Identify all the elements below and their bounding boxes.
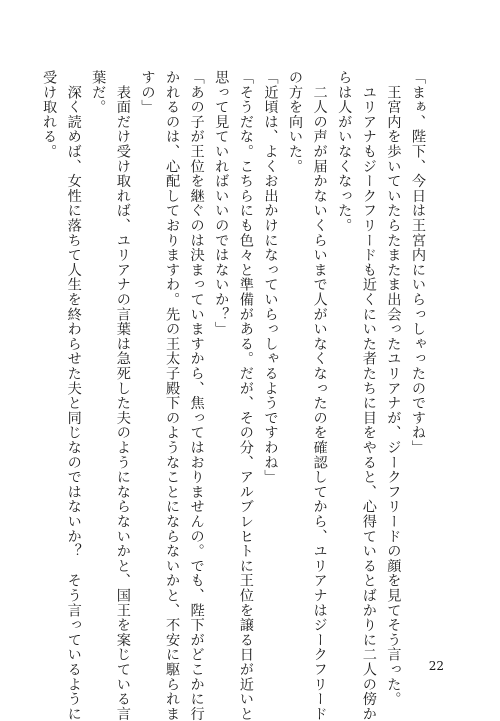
text-line: かれるのは、心配しておりますわ。先の王太子殿下のようなことにならないかと、不安に駆られま (164, 70, 181, 721)
text-line: すの」 (139, 70, 156, 115)
text-line: 思って見ていればいいのではないか？」 (213, 70, 230, 337)
text-line: 王宮内を歩いていたらたまたま出会ったユリアナが、ジークフリードの顔を見てそう言った。 (385, 70, 402, 707)
text-line: らは人がいなくなった。 (336, 70, 353, 233)
text-line: 深く読めば、女性に落ちて人生を終わらせた夫と同じなのではないか？ そう言っているように (65, 70, 82, 721)
vertical-text-body (37, 70, 431, 721)
text-line: の方を向いた。 (287, 70, 304, 174)
text-line: 表面だけ受け取れば、ユリアナの言葉は急死した夫のようにならないかと、国王を案じている言 (114, 70, 131, 721)
text-line: 葉だ。 (90, 70, 107, 115)
text-line: ユリアナもジークフリードも近くにいた者たちに目をやると、心得ているとばかりに二人の傍か (360, 70, 377, 721)
page-number: 22 (428, 659, 444, 673)
text-line: 「近頃は、よくお出かけになっていらっしゃるようですわね」 (262, 70, 279, 485)
text-line: 「そうだな。こちらにも色々と準備がある。だが、その分、アルブレヒトに王位を譲る日が近いと (237, 70, 254, 721)
text-line: 「あの子が王位を継ぐのは決まっていますから、焦ってはおりませんの。でも、陛下がどこかに行 (188, 70, 205, 721)
text-line: 「まぁ、陛下、今日は王宮内にいらっしゃったのですね」 (410, 70, 426, 455)
text-line: 二人の声が届かないくらいまで人がいなくなったのを確認してから、ユリアナはジークフリード (311, 70, 328, 721)
text-line: 受け取れる。 (41, 70, 58, 159)
